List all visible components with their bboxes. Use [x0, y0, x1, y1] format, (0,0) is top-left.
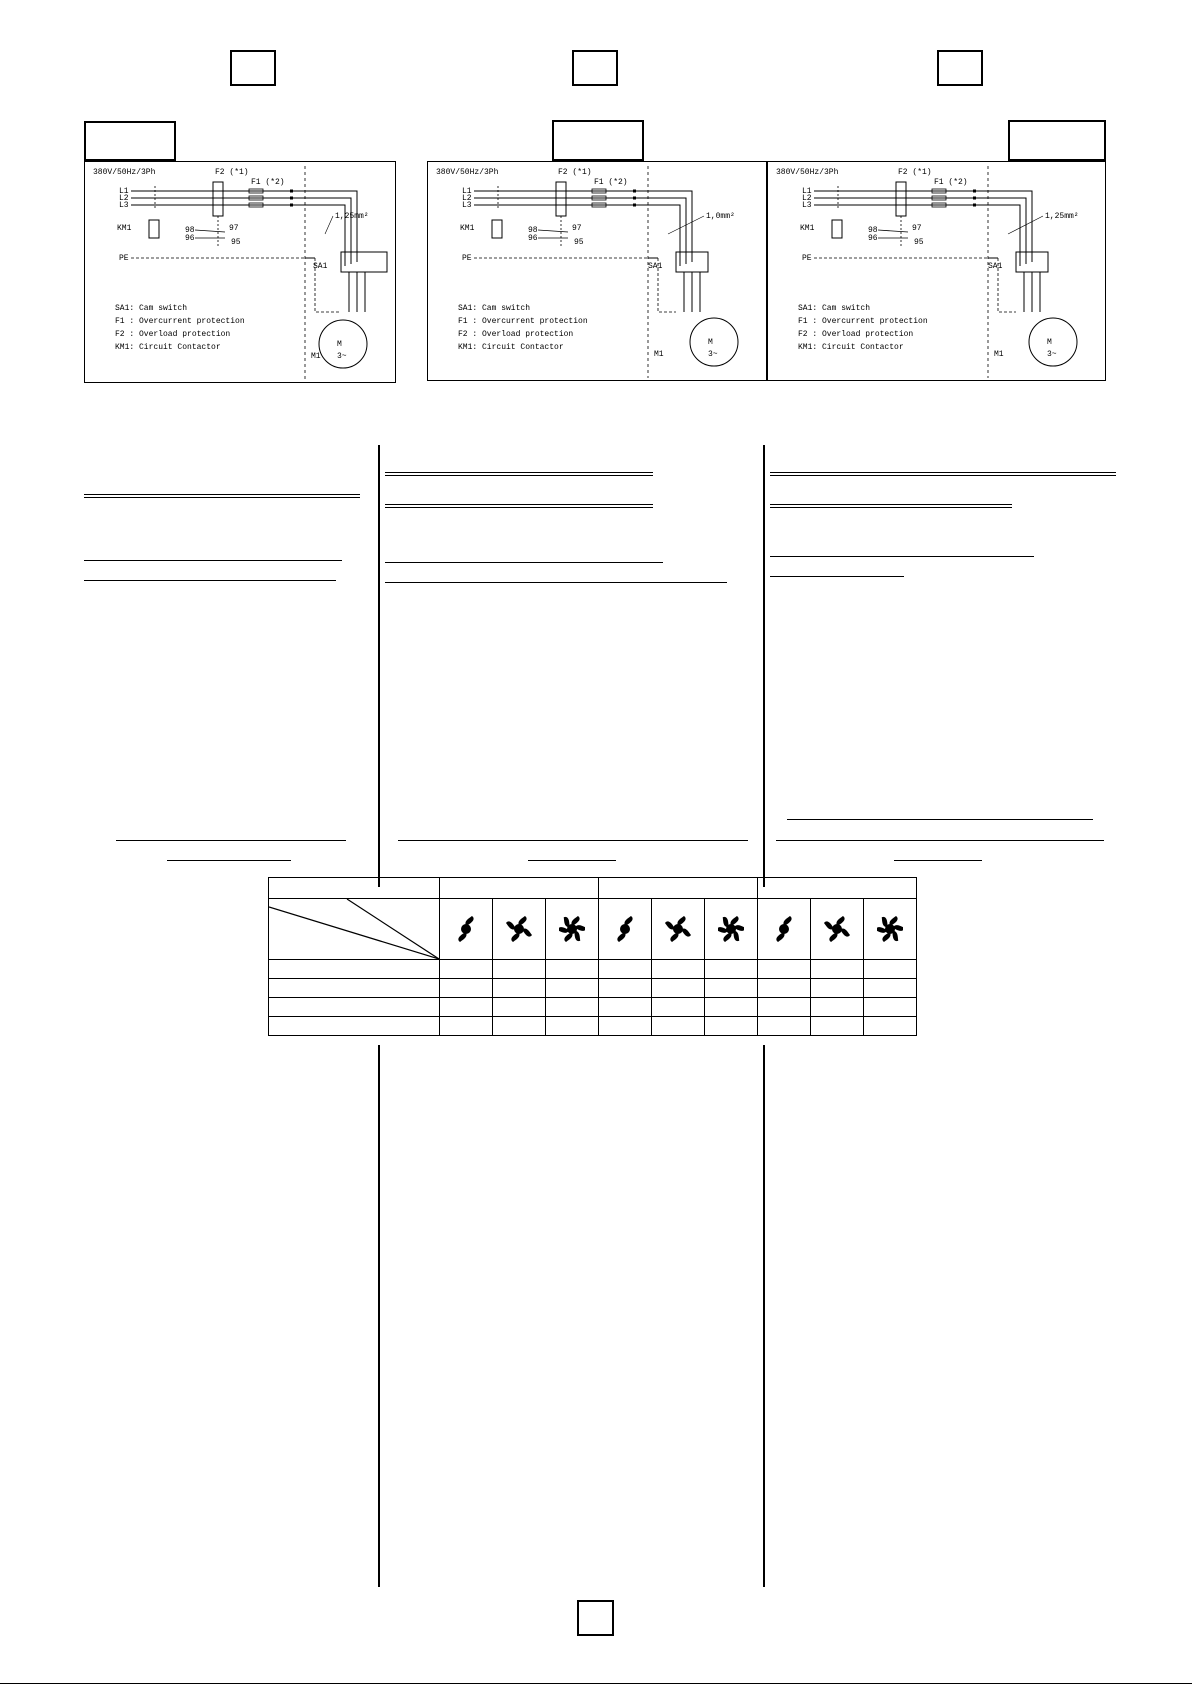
legend-line-4: KM1: Circuit Contactor [798, 343, 904, 352]
heading-rule [385, 562, 663, 563]
legend-line-2: F1 : Overcurrent protection [115, 317, 245, 326]
f1-label: F1 (*2) [594, 178, 628, 187]
sa-label: SA1 [648, 262, 663, 271]
km-label: KM1 [117, 224, 132, 233]
page-number-box [577, 1600, 614, 1636]
table-cell [758, 1017, 811, 1036]
table-cell [599, 1017, 652, 1036]
heading-rule [770, 504, 1012, 508]
column-divider-right-lower [763, 1045, 765, 1587]
contact-95: 95 [914, 238, 924, 247]
caption-rule [398, 840, 748, 841]
fan-table-icon-row [269, 899, 917, 960]
table-cell [546, 979, 599, 998]
motor-phase-symbol: 3~ [708, 350, 718, 359]
caption-rule [116, 840, 346, 841]
fan-6-blade-icon [718, 914, 744, 944]
heading-rule [385, 504, 653, 508]
fan-cell [440, 899, 493, 960]
legend-line-1: SA1: Cam switch [115, 304, 188, 313]
heading-rule [770, 556, 1034, 557]
legend-line-3: F2 : Overload protection [798, 330, 914, 339]
line-label-1: L1 [802, 187, 812, 196]
wiring-diagram-3 [767, 161, 1106, 381]
f2-label: F2 (*1) [898, 168, 932, 177]
table-cell [652, 998, 705, 1017]
wire-size-label: 1,0mm² [706, 212, 735, 221]
contact-96: 96 [868, 234, 878, 243]
table-cell [652, 979, 705, 998]
fan-cell [705, 899, 758, 960]
heading-rule [770, 576, 904, 577]
table-cell [758, 960, 811, 979]
motor-phase-symbol: 3~ [337, 352, 347, 361]
header-box-2 [572, 50, 618, 86]
table-row [269, 979, 917, 998]
fan-4-blade-icon [824, 914, 850, 944]
column-divider-right [763, 445, 765, 887]
legend-line-3: F2 : Overload protection [458, 330, 574, 339]
wiring-diagram-2 [427, 161, 767, 381]
line-label-1: L1 [462, 187, 472, 196]
fan-table [268, 877, 917, 1036]
line-label-1: L1 [119, 187, 129, 196]
page-bottom-rule [0, 1683, 1192, 1684]
table-cell [599, 960, 652, 979]
f2-label: F2 (*1) [558, 168, 592, 177]
line-label-3: L3 [119, 201, 129, 210]
header-box-1 [230, 50, 276, 86]
table-cell [440, 998, 493, 1017]
fan-cell [546, 899, 599, 960]
table-cell [652, 960, 705, 979]
fan-table-group-3 [758, 878, 917, 899]
sa-label: SA1 [988, 262, 1003, 271]
table-row [269, 960, 917, 979]
heading-rule [84, 494, 360, 498]
line-label-2: L2 [119, 194, 129, 203]
caption-rule [894, 860, 982, 861]
caption-rule [787, 819, 1093, 820]
diagram-tag-1 [84, 121, 176, 161]
fan-cell [493, 899, 546, 960]
table-cell [864, 960, 917, 979]
contact-97: 97 [229, 224, 239, 233]
legend-line-2: F1 : Overcurrent protection [798, 317, 928, 326]
row-label-cell [269, 998, 440, 1017]
table-cell [440, 960, 493, 979]
legend-line-1: SA1: Cam switch [798, 304, 871, 313]
wire-size-label: 1,25mm² [335, 212, 369, 221]
fan-2-blade-icon [771, 914, 797, 944]
table-cell [705, 998, 758, 1017]
heading-rule [385, 582, 727, 583]
table-cell [493, 979, 546, 998]
line-label-3: L3 [462, 201, 472, 210]
pe-label: PE [462, 254, 472, 263]
table-cell [546, 1017, 599, 1036]
fan-cell [758, 899, 811, 960]
circuit-schematic [768, 162, 1107, 382]
diagram-tag-3 [1008, 120, 1106, 161]
fan-table-group-2 [599, 878, 758, 899]
motor-symbol: M [337, 340, 342, 349]
circuit-schematic [428, 162, 768, 382]
table-cell [705, 1017, 758, 1036]
contact-98: 98 [868, 226, 878, 235]
legend-line-1: SA1: Cam switch [458, 304, 531, 313]
column-divider-left-lower [378, 1045, 380, 1587]
table-cell [599, 998, 652, 1017]
row-label-cell [269, 979, 440, 998]
heading-rule [770, 472, 1116, 476]
column-divider-left [378, 445, 380, 887]
table-cell [864, 979, 917, 998]
motor-label: M1 [654, 350, 664, 359]
line-label-2: L2 [462, 194, 472, 203]
contact-95: 95 [574, 238, 584, 247]
wire-size-label: 1,25mm² [1045, 212, 1079, 221]
wiring-diagram-1 [84, 161, 396, 383]
contact-96: 96 [185, 234, 195, 243]
table-cell [440, 1017, 493, 1036]
caption-rule [776, 840, 1104, 841]
fan-table-diagonal-header [269, 899, 440, 960]
motor-symbol: M [708, 338, 713, 347]
contact-95: 95 [231, 238, 241, 247]
table-cell [493, 960, 546, 979]
contact-96: 96 [528, 234, 538, 243]
table-cell [811, 1017, 864, 1036]
circuit-schematic [85, 162, 397, 384]
fan-2-blade-icon [453, 914, 479, 944]
fan-cell [599, 899, 652, 960]
motor-label: M1 [994, 350, 1004, 359]
table-row [269, 1017, 917, 1036]
km-label: KM1 [800, 224, 815, 233]
contact-98: 98 [185, 226, 195, 235]
fan-cell [864, 899, 917, 960]
table-row [269, 998, 917, 1017]
table-cell [705, 960, 758, 979]
table-cell [599, 979, 652, 998]
motor-symbol: M [1047, 338, 1052, 347]
table-cell [758, 998, 811, 1017]
caption-rule [167, 860, 291, 861]
supply-label: 380V/50Hz/3Ph [93, 168, 156, 177]
fan-6-blade-icon [877, 914, 903, 944]
table-cell [811, 998, 864, 1017]
f1-label: F1 (*2) [934, 178, 968, 187]
table-cell [864, 1017, 917, 1036]
table-cell [705, 979, 758, 998]
legend-line-3: F2 : Overload protection [115, 330, 231, 339]
pe-label: PE [802, 254, 812, 263]
fan-2-blade-icon [612, 914, 638, 944]
contact-97: 97 [912, 224, 922, 233]
motor-label: M1 [311, 352, 321, 361]
table-cell [546, 960, 599, 979]
sa-label: SA1 [313, 262, 328, 271]
table-cell [652, 1017, 705, 1036]
heading-rule [385, 472, 653, 476]
pe-label: PE [119, 254, 129, 263]
table-cell [546, 998, 599, 1017]
table-cell [440, 979, 493, 998]
legend-line-4: KM1: Circuit Contactor [115, 343, 221, 352]
fan-table-corner-top [269, 878, 440, 899]
fan-cell [652, 899, 705, 960]
contact-97: 97 [572, 224, 582, 233]
f2-label: F2 (*1) [215, 168, 249, 177]
f1-label: F1 (*2) [251, 178, 285, 187]
fan-cell [811, 899, 864, 960]
line-label-3: L3 [802, 201, 812, 210]
motor-phase-symbol: 3~ [1047, 350, 1057, 359]
km-label: KM1 [460, 224, 475, 233]
row-label-cell [269, 960, 440, 979]
heading-rule [84, 580, 336, 581]
supply-label: 380V/50Hz/3Ph [436, 168, 499, 177]
row-label-cell [269, 1017, 440, 1036]
heading-rule [84, 560, 342, 561]
fan-4-blade-icon [665, 914, 691, 944]
table-cell [493, 998, 546, 1017]
contact-98: 98 [528, 226, 538, 235]
diagram-tag-2 [552, 120, 644, 161]
caption-rule [528, 860, 616, 861]
supply-label: 380V/50Hz/3Ph [776, 168, 839, 177]
line-label-2: L2 [802, 194, 812, 203]
fan-4-blade-icon [506, 914, 532, 944]
legend-line-2: F1 : Overcurrent protection [458, 317, 588, 326]
fan-6-blade-icon [559, 914, 585, 944]
table-cell [864, 998, 917, 1017]
table-cell [758, 979, 811, 998]
fan-table-group-1 [440, 878, 599, 899]
diagonal-lines [269, 899, 439, 959]
header-box-3 [937, 50, 983, 86]
table-cell [811, 979, 864, 998]
table-cell [811, 960, 864, 979]
legend-line-4: KM1: Circuit Contactor [458, 343, 564, 352]
table-cell [493, 1017, 546, 1036]
